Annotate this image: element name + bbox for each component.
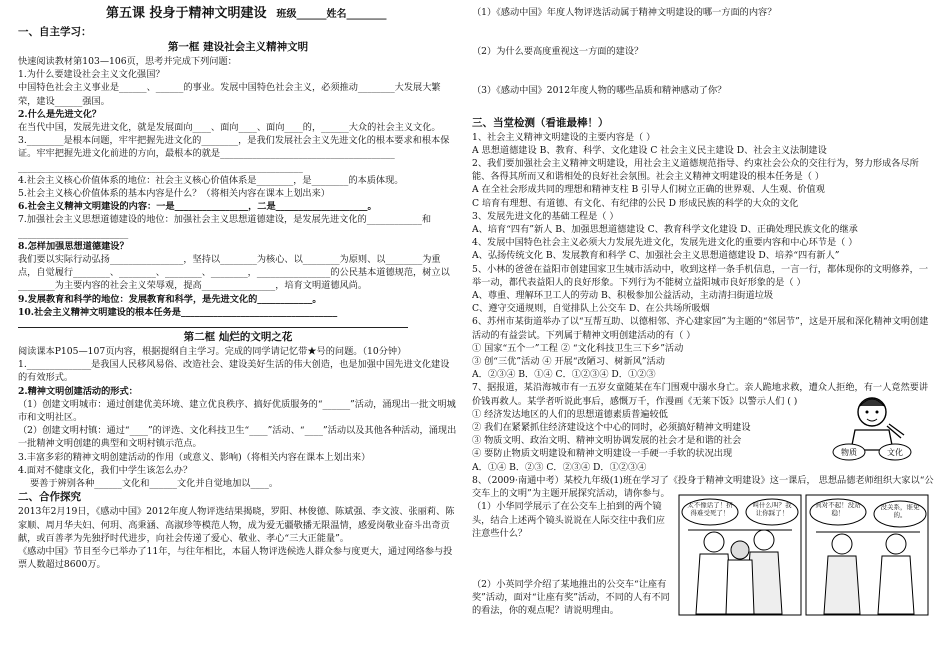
text-line: （2）创建文明村镇：通过“____”的评选、文化科技卫生“____”活动、“____”活动以及其他各种活动，涌现出一批精神文明创建的典型和文明村镇示范点。 — [18, 425, 457, 450]
question: 8.怎样加强思想道德建设？ — [18, 240, 129, 252]
text-line: 我们要以实际行动弘扬________________，坚持以________为核心、以________为原则、以________为重点，自觉履行________、________、________、________，________________的公民基本道德规范，树立以________为主要内容的社会主义荣辱观，提高________________，培育文明道德风尚。 — [18, 254, 450, 292]
statement: ③ 物质文明、政治文明、精神文明协调发展的社会才是和谐的社会 — [472, 435, 742, 447]
question: 3、发展先进文化的基础工程是（ ） — [472, 210, 619, 222]
text-line: 6.社会主义精神文明建设的内容：一是________________，二是____________________。 — [18, 201, 377, 213]
question: （1）《感动中国》年度人物评选活动属于精神文明建设的哪一方面的内容？ — [472, 7, 777, 18]
options: A、尊重、理解环卫工人的劳动 B、积极参加公益活动，主动清扫街道垃圾 — [472, 290, 774, 302]
question: 2、我们要加强社会主义精神文明建设，用社会主义道德规范指导、约束社会公众的交往行为，努力形成各尽所能、各得其所而又和谐相处的良好社会氛围。社会主义精神文明建设的根本任务是（ ） — [472, 158, 919, 183]
text-line: 7.加强社会主义思想道德建设的地位：加强社会主义思想道德建设，是发展先进文化的____________和________________________ — [18, 214, 432, 239]
right-column — [472, 0, 934, 618]
text-line: 3.________是根本问题，牢牢把握先进文化的________，是我们发展社会主义先进文化的根本要求和根本保证。牢牢把握先进文化前进的方向，最根本的就是______________________________________ — [18, 135, 450, 160]
options: ① 国家“五个一”工程 ② “文化科技卫生三下乡”活动 — [472, 342, 684, 354]
question: （1）小华同学展示了在公交车上拍到的两个镜头，结合上述两个镜头说说在人际交往中我们应注意些什么？ — [472, 501, 665, 539]
section-self-study: 一、自主学习： — [18, 26, 92, 38]
text-line: 5.社会主义核心价值体系的基本内容是什么？（将相关内容在课本上划出来） — [18, 188, 330, 200]
options: ③ 创“三优”活动 ④ 开展“改陋习、树新风”活动 — [472, 356, 665, 368]
statement: ④ 要防止物质文明建设和精神文明建设一手硬一手软的状况出现 — [472, 448, 733, 460]
text-line: 4.社会主义核心价值体系的地位：社会主义核心价值体系是________，是________的本质体现。 — [18, 174, 404, 186]
question: （2）为什么要高度重视这一方面的建设？ — [472, 46, 644, 58]
options: A．②③④ B．①④ C．①②③④ D．①②③ — [472, 369, 656, 381]
options: C 培育有理想、有道德、有文化、有纪律的公民 D 形成民族的科学的大众的文化 — [472, 197, 799, 209]
text-line: 《感动中国》节目至今已举办了11年，与往年相比，本届人物评选候选人群众参与度更大，通过网络参与投票人数超过8600万。 — [18, 545, 453, 571]
question: 7、据报道，某沿海城市有一五岁女童随某在车门围观中溺水身亡。亲人跪地求救，遭众人拒绝，有一人竟然要讲价钱再救人。某学者听说此事后，感慨万千，作漫画《无莱下饭》以警示人们 ( ) — [472, 382, 929, 407]
q8-block — [472, 500, 934, 617]
text-line: 9.发展教育和科学的地位：发展教育和科学，是先进文化的____________。 — [18, 293, 322, 305]
options: A．①④ B．②③ C．②③④ D．①②③④ — [472, 461, 647, 473]
bus-scene-cartoon-icon — [678, 494, 930, 616]
speech-bubble-2: 叫什么叫？我让你踩了！ — [752, 502, 792, 517]
bowl-label-1: 物质 — [841, 447, 857, 457]
statement: ① 经济发达地区的人们的思想道德素质普遍较低 — [472, 408, 668, 420]
answer-rule — [18, 319, 408, 328]
question: 6、苏州市某街道举办了以“互帮互助、以德相邻、齐心建家园”为主题的“邻居节”，这是开展和深化精神文明创建活动的有益尝试。下列属于精神文明创建活动的有（ ） — [472, 316, 929, 341]
subsection-1: 第一框 建设社会主义精神文明 — [167, 41, 309, 53]
speech-bubble-4: 没关系，谁免的。 — [880, 504, 920, 519]
text-line: 1.______________是我国人民移风易俗、改造社会、建设美好生活的伟大创造，也是加强中国先进文化建设的有效形式。 — [18, 359, 450, 384]
text-line: 4.面对不健康文化，我们中学生该怎么办？ — [18, 464, 193, 476]
title-text: 第五课 投身于精神文明建设 — [106, 6, 267, 21]
text-line: 2.精神文明创建活动的形式： — [18, 385, 138, 397]
text-line: 3.丰富多彩的精神文明创建活动的作用（或意义、影响)（将相关内容在课本上划出来） — [18, 451, 371, 463]
text-line: 阅读课本P105—107页内容，根据提纲自主学习。完成的同学请记忆带★号的问题。（10分钟） — [18, 346, 407, 358]
question: 2.什么是先进文化？ — [18, 108, 102, 120]
question: （2）小英同学介绍了某地推出的公交车“让座有奖”活动，面对“让座有奖”活动，不同的人有不同的看法，你的观点呢？请说明理由。 — [472, 578, 670, 617]
options: A、弘扬传统文化 B、发展教育和科学 C、加强社会主义思想道德建设 D、培养“四有新人” — [472, 250, 840, 262]
speech-bubble-3: 真对不起！没站稳！ — [815, 502, 861, 517]
question: 5、小林的爸爸在益阳市创建国家卫生城市活动中，收到这样一条手机信息，一言一行，都体现你的文明修养，一举一动，都代表益阳人的良好形象。下列行为不能树立益阳城市良好形象的是（ ） — [472, 263, 929, 288]
question: 1、社会主义精神文明建设的主要内容是（ ） — [472, 131, 656, 143]
question: 1.为什么要建设社会主义文化强国？ — [18, 69, 165, 81]
subsection-2: 第二框 灿烂的文明之花 — [183, 331, 293, 344]
page-title — [18, 4, 458, 25]
text-line: 2013年2月19日，《感动中国》2012年度人物评选结果揭晓，罗阳、林俊德、陈斌强、李文波、张丽莉、陈家顺、周月华夫妇、何玥、高秉涵、高淑珍等模范人物，成为爱无疆敬播无限温情，感爱岗敬业奋斗出奇贡献，或百善孝为先独抒时代进步，向社会传递了爱心、敬业、孝心“三大正能量”。 — [18, 506, 455, 544]
speech-bubble-1: 太不像话了！挤得难受死了！ — [687, 502, 733, 517]
text-line: （1）创建文明城市：通过创建优美环境、建立优良秩序、搞好优质服务的“______”活动，涌现出一批文明城市和文明社区。 — [18, 398, 456, 424]
left-column — [18, 0, 458, 571]
q7-block — [472, 408, 934, 474]
question: 8、（2009·南通中考）某校九年级(1)班在学习了《投身于精神文明建设》这一课后， 思想品德老师组织大家以“公交车上的文明”为主题开展探究活动，请你参与。 — [472, 474, 934, 500]
cartoon-no-dish-icon — [827, 390, 917, 474]
text-line: 快速阅读教材第103—106页，思考并完成下列问题： — [18, 56, 237, 67]
text-line: 中国特色社会主义事业是______、______的事业。发展中国特色社会主义，必须推动________大发展大繁荣，建设______强国。 — [18, 82, 441, 107]
statement: ② 我们在紧紧抓住经济建设这个中心的同时，必须搞好精神文明建设 — [472, 422, 751, 434]
text-line: ______________________________________________________________ — [18, 161, 303, 173]
options: A 思想道德建设 B、教育、科学、文化建设 C 社会主义民主建设 D、社会主义法制建设 — [472, 144, 827, 156]
text-line: 在当代中国，发展先进文化，就是发展面向____、面向____、面向____的，______大众的社会主义文化。 — [18, 122, 441, 134]
options: C、遵守交通规则，自觉排队上公交车 D、在公共场所吸烟 — [472, 303, 710, 315]
section-in-class-test: 三、当堂检测（看谁最棒！） — [472, 116, 609, 129]
question: 4、发展中国特色社会主义必须大力发展先进文化，发展先进文化的重要内容和中心环节是（ ） — [472, 237, 858, 249]
options: A 在全社会形成共同的理想和精神支柱 B 引导人们树立正确的世界观、人生观、价值观 — [472, 184, 825, 196]
text-line: 要善于辨别各种______文化和______文化并自觉地加以____。 — [30, 478, 279, 490]
class-name-label: 班级______姓名________ — [276, 9, 387, 20]
text-line: 10.社会主义精神文明建设的根本任务是__________________________________ — [18, 306, 338, 318]
question: （3）《感动中国》2012年度人物的哪些品质和精神感动了你？ — [472, 85, 727, 97]
options: A、培育“四有”新人 B、加强思想道德建设 C、教育科学文化建设 D、正确处理民族文化的继承 — [472, 224, 858, 236]
bowl-label-2: 文化 — [887, 447, 903, 457]
section-cooperative-inquiry: 二、合作探究 — [18, 491, 81, 504]
